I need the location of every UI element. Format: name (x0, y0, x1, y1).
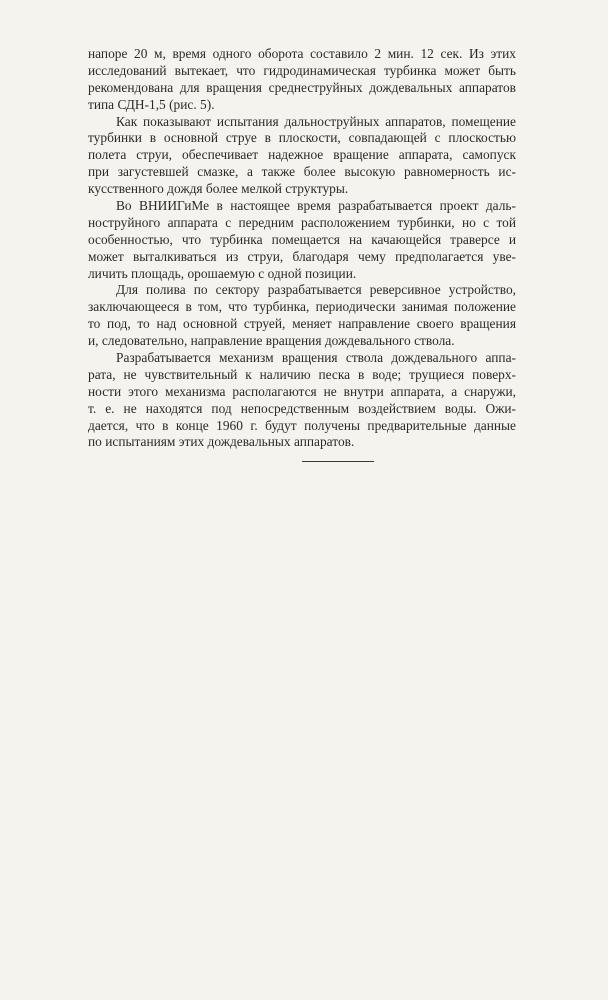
text-line: т. е. не находятся под непосредственным воздействием воды. Ожи- (88, 400, 516, 416)
section-divider (302, 461, 374, 462)
text-line: Во ВНИИГиМе в настоящее время разрабатывается проект даль- (116, 198, 516, 214)
text-line: напоре 20 м, время одного оборота составило 2 мин. 12 сек. Из этих (88, 46, 516, 61)
text-line: и, следовательно, направление вращения дождевального ствола. (88, 333, 455, 349)
text-line: рекомендована для вращения среднеструйных дождевальных аппаратов (88, 79, 516, 95)
text-line: исследований вытекает, что гидродинамическая турбинка может быть (88, 62, 516, 78)
text-line: заключающееся в том, что турбинка, периодически занимая положение (88, 299, 516, 315)
text-line: по испытаниям этих дождевальных аппаратов. (88, 434, 355, 450)
body-text (88, 46, 516, 451)
paragraph-3 (88, 198, 516, 282)
paragraph-1 (88, 46, 516, 114)
text-line: рата, не чувствительный к наличию песка в воде; трущиеся поверх- (88, 366, 516, 382)
text-line: Для полива по сектору разрабатывается реверсивное устройство, (116, 282, 516, 298)
text-line: ности этого механизма располагаются не внутри аппарата, а снаружи, (88, 383, 516, 399)
text-line: может выталкиваться из струи, благодаря чему предполагается уве- (88, 248, 516, 264)
paragraph-4 (88, 282, 516, 350)
text-line: дается, что в конце 1960 г. будут получены предварительные данные (88, 417, 516, 433)
text-line: то под, то над основной струей, меняет направление своего вращения (88, 316, 516, 332)
text-line: особенностью, что турбинка помещается на качающейся траверсе и (88, 231, 516, 247)
text-line: Как показывают испытания дальноструйных аппаратов, помещение (116, 113, 516, 129)
text-line: типа СДН-1,5 (рис. 5). (88, 96, 215, 112)
text-line: турбинки в основной струе в плоскости, совпадающей с плоскостью (88, 130, 516, 146)
text-line: личить площадь, орошаемую с одной позиции. (88, 265, 357, 281)
paragraph-5 (88, 350, 516, 451)
text-line: кусственного дождя более мелкой структуры. (88, 181, 349, 197)
text-line: Разрабатывается механизм вращения ствола дождевального аппа- (116, 350, 516, 366)
paragraph-2 (88, 114, 516, 198)
text-line: при загустевшей смазке, а также более высокую равномерность ис- (88, 164, 516, 180)
text-line: ноструйного аппарата с передним расположением турбинки, но с той (88, 214, 516, 230)
text-line: полета струи, обеспечивает надежное вращение аппарата, самопуск (88, 147, 516, 163)
